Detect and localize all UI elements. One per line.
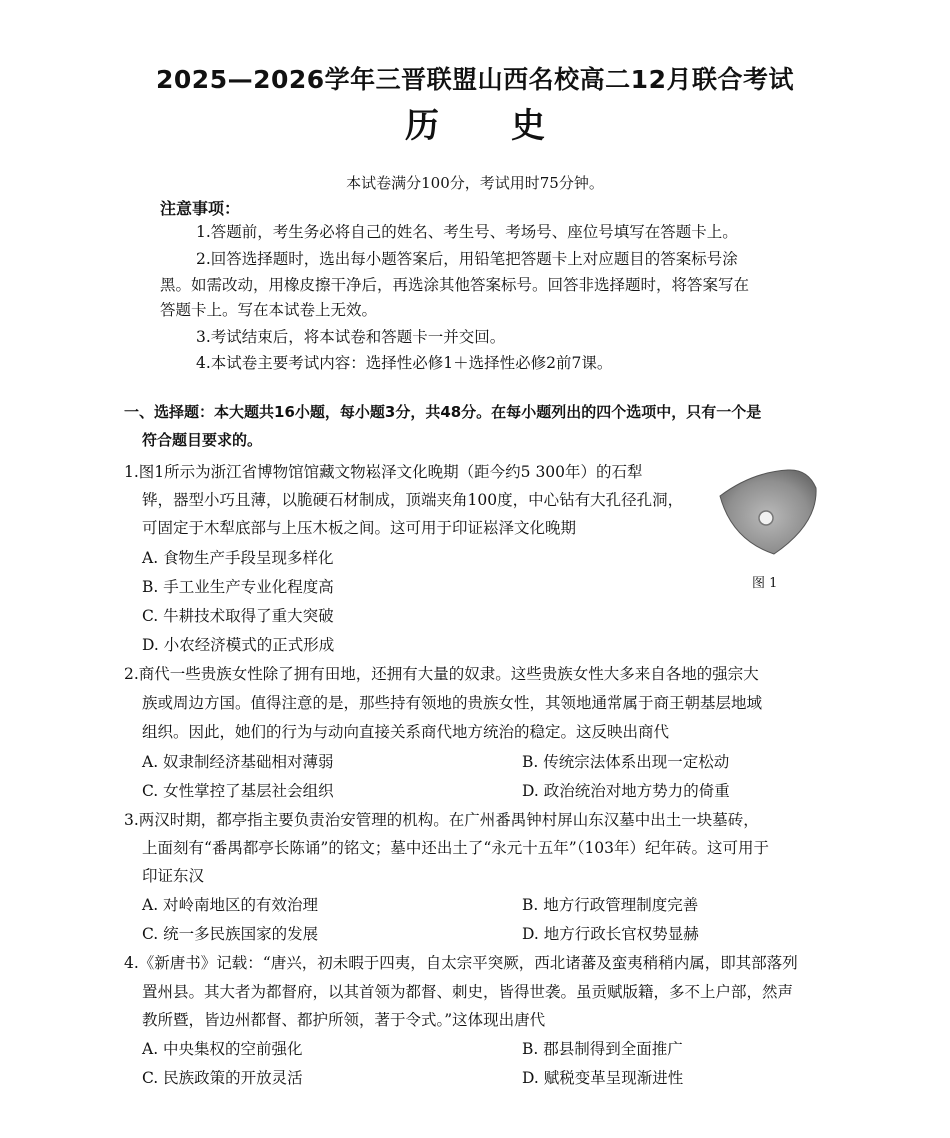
notice-item: 2.回答选择题时，选出每小题答案后，用铅笔把答题卡上对应题目的答案标号涂 <box>196 250 738 268</box>
exam-info: 本试卷满分100分，考试用时75分钟。 <box>346 174 604 192</box>
question-3-option-c: C. 统一多民族国家的发展 <box>142 925 319 943</box>
question-3-stem: 3.两汉时期，都亭指主要负责治安管理的机构。在广州番禺钟村屏山东汉墓中出土一块墓砖， <box>124 811 759 829</box>
question-2-option-d: D. 政治统治对地方势力的倚重 <box>522 782 730 800</box>
question-3-stem: 上面刻有“番禺都亭长陈诵”的铭文；墓中还出土了“永元十五年”（103年）纪年砖。这可用于 <box>142 839 770 857</box>
section-title: 一、选择题：本大题共16小题，每小题3分，共48分。在每小题列出的四个选项中，只有一个是 <box>124 403 762 421</box>
question-4-stem: 4.《新唐书》记载：“唐兴，初未暇于四夷，自太宗平突厥，西北诸蕃及蛮夷稍稍内属，即其部落列 <box>124 954 798 972</box>
question-4-option-c: C. 民族政策的开放灵活 <box>142 1069 303 1087</box>
question-3-option-d: D. 地方行政长官权势显赫 <box>522 925 699 943</box>
notice-heading: 注意事项： <box>160 199 241 218</box>
question-2-option-a: A. 奴隶制经济基础相对薄弱 <box>142 753 334 771</box>
question-1-option-a: A. 食物生产手段呈现多样化 <box>142 549 334 567</box>
question-2-stem: 组织。因此，她们的行为与动向直接关系商代地方统治的稳定。这反映出商代 <box>142 723 670 741</box>
question-4-option-d: D. 赋税变革呈现渐进性 <box>522 1069 684 1087</box>
question-1-stem: 可固定于木犁底部与上压木板之间。这可用于印证崧泽文化晚期 <box>142 519 577 537</box>
question-2-stem: 族或周边方国。值得注意的是，那些持有领地的贵族女性，其领地通常属于商王朝基层地域 <box>142 694 763 712</box>
figure-1-caption: 图 1 <box>752 576 778 591</box>
stone-plough-image <box>712 466 824 558</box>
question-4-option-a: A. 中央集权的空前强化 <box>142 1040 303 1058</box>
notice-item: 3.考试结束后，将本试卷和答题卡一并交回。 <box>196 328 506 346</box>
question-1-option-b: B. 手工业生产专业化程度高 <box>142 578 334 596</box>
question-4-stem: 教所暨，皆边州都督、都护所领，著于令式。”这体现出唐代 <box>142 1011 546 1029</box>
notice-item: 黑。如需改动，用橡皮擦干净后，再选涂其他答案标号。回答非选择题时，将答案写在 <box>160 276 750 294</box>
question-1-stem: 铧，器型小巧且薄，以脆硬石材制成，顶端夹角100度，中心钻有大孔径孔洞， <box>142 491 684 509</box>
subject-title: 历史 <box>405 106 617 146</box>
notice-item: 1.答题前，考生务必将自己的姓名、考生号、考场号、座位号填写在答题卡上。 <box>196 223 738 241</box>
question-2-stem: 2.商代一些贵族女性除了拥有田地，还拥有大量的奴隶。这些贵族女性大多来自各地的强宗大 <box>124 665 759 683</box>
question-4-option-b: B. 郡县制得到全面推广 <box>522 1040 683 1058</box>
question-2-option-c: C. 女性掌控了基层社会组织 <box>142 782 334 800</box>
question-3-option-b: B. 地方行政管理制度完善 <box>522 896 699 914</box>
question-1-option-d: D. 小农经济模式的正式形成 <box>142 636 335 654</box>
question-3-stem: 印证东汉 <box>142 867 205 885</box>
question-1-stem: 1.图1所示为浙江省博物馆馆藏文物崧泽文化晚期（距今约5 300年）的石犁 <box>124 463 643 481</box>
notice-item: 答题卡上。写在本试卷上无效。 <box>160 301 378 319</box>
notice-item: 4.本试卷主要考试内容：选择性必修1＋选择性必修2前7课。 <box>196 354 613 372</box>
question-4-stem: 置州县。其大者为都督府，以其首领为都督、刺史，皆得世袭。虽贡赋版籍，多不上户部，然声 <box>142 983 794 1001</box>
question-2-option-b: B. 传统宗法体系出现一定松动 <box>522 753 730 771</box>
section-title-cont: 符合题目要求的。 <box>142 431 263 449</box>
question-3-option-a: A. 对岭南地区的有效治理 <box>142 896 319 914</box>
question-1-option-c: C. 牛耕技术取得了重大突破 <box>142 607 334 625</box>
exam-title: 2025—2026学年三晋联盟山西名校高二12月联合考试 <box>156 65 794 94</box>
